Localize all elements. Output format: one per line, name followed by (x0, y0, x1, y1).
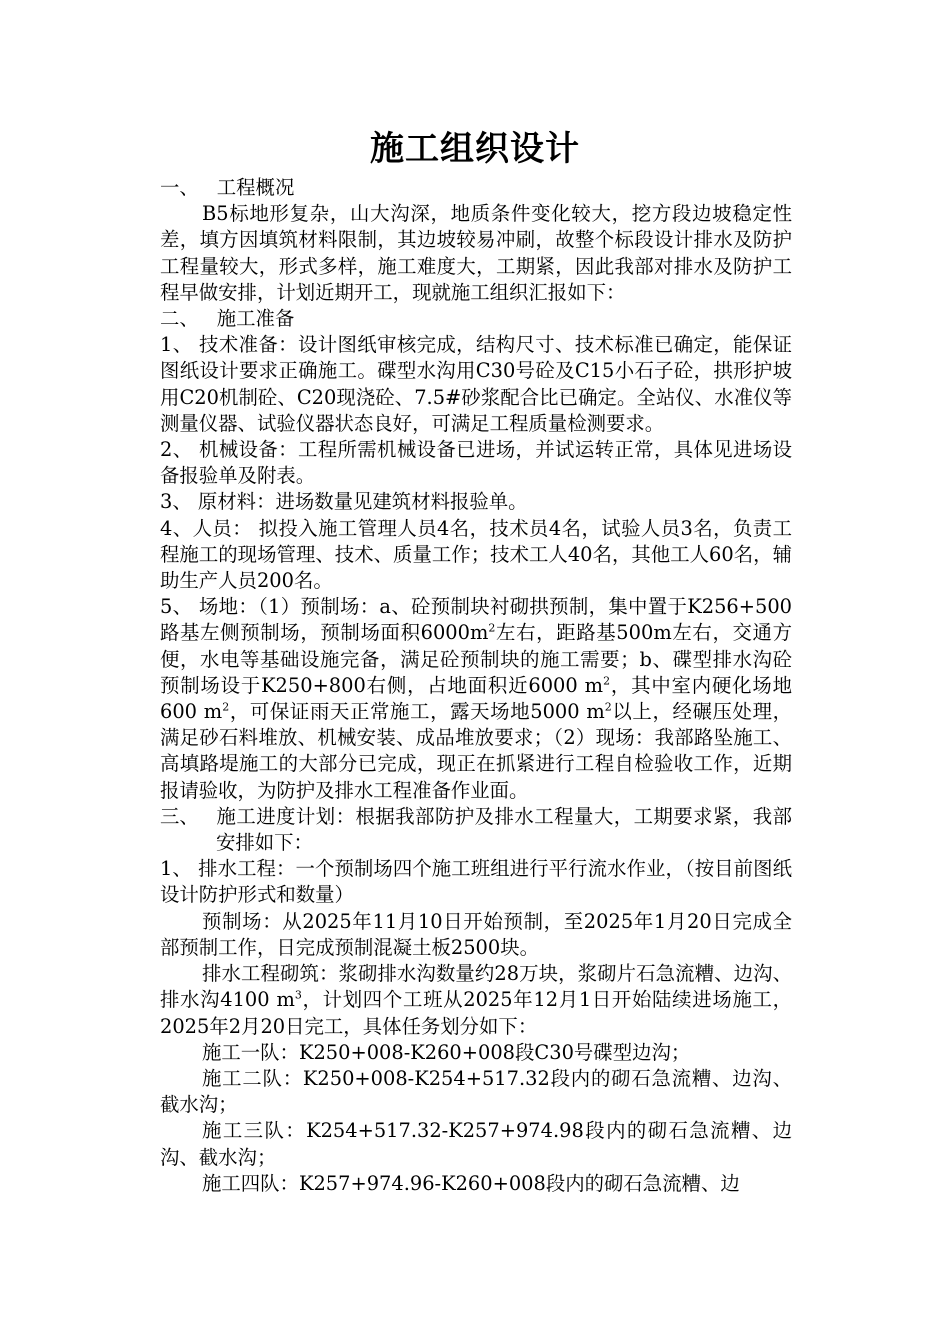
document-title: 施工组织设计 (370, 129, 580, 169)
prep-item-materials: 3、 原材料：进场数量见建筑材料报验单。 (160, 490, 528, 514)
team-2-assignment: 施工二队：K250+008-K254+517.32段内的砌石急流糟、边沟、截水沟； (160, 1066, 792, 1117)
section-heading-preparation (160, 306, 792, 332)
team-1-assignment: 施工一队：K250+008-K260+008段C30号碟型边沟； (202, 1040, 691, 1064)
section-heading-schedule (160, 804, 792, 856)
schedule-prefab-paragraph: 预制场：从2025年11月10日开始预制，至2025年1月20日完成全部预制工作，日完成预制混凝土板2500块。 (160, 909, 792, 959)
section-title: 施工准备 (216, 307, 295, 331)
team-3-assignment: 施工三队：K254+517.32-K257+974.98段内的砌石急流糟、边沟、截水沟； (160, 1119, 792, 1169)
team-4-assignment: 施工四队：K257+974.96-K260+008段内的砌石急流糟、边 (202, 1171, 740, 1195)
prep-item-site: 5、 场地：（1）预制场：a、砼预制块衬砌拱预制，集中置于K256+500路基左侧预制场，预制场面积$6000m^2$左右，距路基500m左右，交通方便，水电等基础设施完备，满足砼预制块的施工需要；b、碟型排水沟砼预制场设于K250+800右侧，占地面积近6000 $m^2$，其中室内硬化场地600 $m^2$，可保证雨天正常施工，露天场地5000 $m^2$以上，经碾压处理，满足砂石料堆放、机械安装、成品堆放要求；（2）现场：我部路坠施工、高填路堤施工的大部分已完成，现正在抓紧进行工程自检验收工作，近期报请验收，为防护及排水工程准备作业面。 (160, 595, 792, 802)
section-number: 三、 (160, 804, 199, 828)
section-heading-overview (160, 175, 792, 201)
section-text: 施工进度计划：根据我部防护及排水工程量大，工期要求紧，我部安排如下： (216, 804, 792, 855)
document-body (160, 175, 792, 1197)
prep-item-personnel: 4、人员： 拟投入施工管理人员4名，技术员4名，试验人员3名，负责工程施工的现场管理、技术、质量工作；技术工人40名，其他工人60名，辅助生产人员200名。 (160, 516, 792, 593)
schedule-masonry-paragraph: 排水工程砌筑：浆砌排水沟数量约28万块，浆砌片石急流糟、边沟、排水沟4100 $m^3$，计划四个工班从2025年12月1日开始陆续进场施工，2025年2月20日完工，具体任务划分如下： (160, 962, 793, 1038)
section-number: 二、 (160, 307, 199, 331)
overview-paragraph: B5标地形复杂，山大沟深，地质条件变化较大，挖方段边坡稳定性差，填方因填筑材料限制，其边坡较易冲刷，故整个标段设计排水及防护工程量较大，形式多样，施工难度大，工期紧，因此我部对排水及防护工程早做安排，计划近期开工，现就施工组织汇报如下： (160, 202, 792, 304)
prep-item-technical: 1、 技术准备：设计图纸审核完成，结构尺寸、技术标准已确定，能保证图纸设计要求正确施工。碟型水沟用C30号砼及C15小石子砼，拱形护坡用C20机制砼、C20现浇砼、7.5#砂浆配合比已确定。全站仪、水准仪等测量仪器、试验仪器状态良好，可满足工程质量检测要求。 (160, 333, 792, 435)
section-title: 工程概况 (216, 176, 295, 199)
prep-item-equipment: 2、 机械设备：工程所需机械设备已进场，并试运转正常，具体见进场设备报验单及附表。 (160, 438, 792, 488)
schedule-item-drainage: 1、 排水工程：一个预制场四个施工班组进行平行流水作业，（按目前图纸设计防护形式和数量） (160, 857, 792, 907)
section-number: 一、 (160, 176, 199, 199)
